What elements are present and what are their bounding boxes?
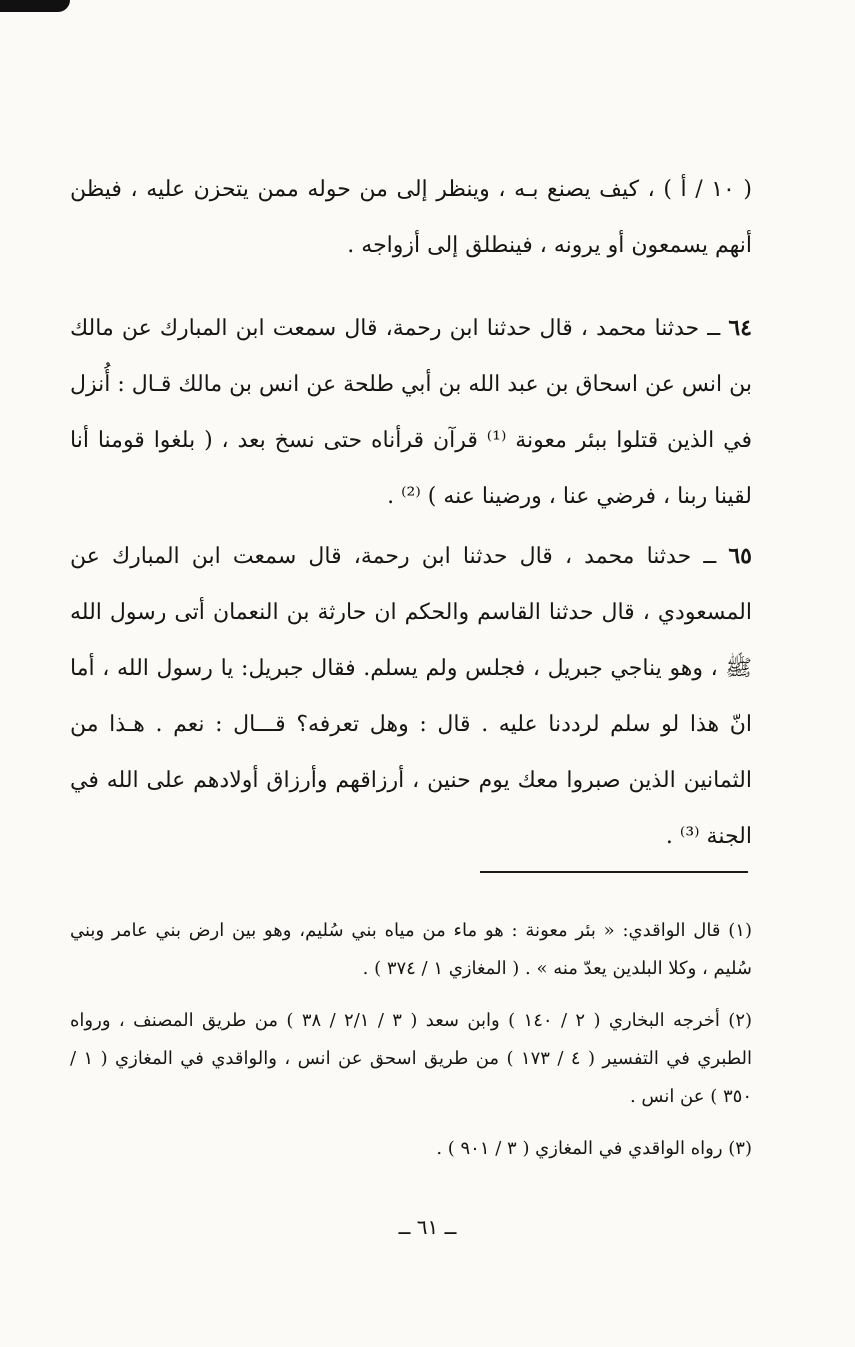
hadith-text: ــ حدثنا محمد ، قال حدثنا ابن رحمة، قال سمعت ابن المبارك عن مالك بن انس عن اسحاق بن عبد الله بن أبي طلحة عن انس بن مالك قـال : أُنزل في الذين قتلوا ببئر معونة ⁽¹⁾ قرآن قرأناه حتى نسخ بعد ، ( بلغوا قومنا أنا لقينا ربنا ، فرضي عنا ، ورضينا عنه ) ⁽²⁾ .: [70, 316, 752, 509]
footnote-divider: [480, 871, 748, 873]
page-number: ــ ٦١ ــ: [398, 1215, 457, 1239]
hadith-number: ٦٥: [728, 543, 752, 569]
hadith-64: [70, 300, 752, 525]
hadith-number: ٦٤: [728, 315, 752, 341]
hadith-text: ــ حدثنا محمد ، قال حدثنا ابن رحمة، قال سمعت ابن المبارك عن المسعودي ، قال حدثنا القاسم والحكم ان حارثة بن النعمان أتى رسول الله ﷺ ، وهو يناجي جبريل ، فجلس ولم يسلم. فقال جبريل: يا رسول الله ، أما انّ هذا لو سلم لرددنا عليه . قال : وهل تعرفه؟ قـــال : نعم . هـذا من الثمانين الذين صبروا معك يوم حنين ، أرزاقهم وأرزاق أولادهم على الله في الجنة ⁽³⁾ .: [70, 544, 752, 849]
footnote-3: (٣) رواه الواقدي في المغازي ( ٣ / ٩٠١ ) .: [436, 1138, 752, 1159]
paragraph-text: ( ١٠ / أ ) ، كيف يصنع بـه ، وينظر إلى من حوله ممن يتحزن عليه ، فيظن أنهم يسمعون أو يرونه ، فينطلق إلى أزواجه .: [70, 177, 753, 258]
footnote-2: (٢) أخرجه البخاري ( ٢ / ١٤٠ ) وابن سعد ( ٣ / ٢/١ / ٣٨ ) من طريق المصنف ، ورواه الطبري في التفسير ( ٤ / ١٧٣ ) من طريق اسحق عن انس ، والواقدي في المغازي ( ١ / ٣٥٠ ) عن انس .: [70, 1010, 753, 1107]
hadith-65: [70, 528, 752, 865]
scan-corner-mark: [0, 0, 70, 12]
footnote-1: (١) قال الواقدي: « بئر معونة : هو ماء من مياه بني سُليم، وهو بين ارض بني عامر وبني سُليم ، وكلا البلدين يعدّ منه » . ( المغازي ١ / ٣٧٤ ) .: [70, 920, 752, 979]
footnotes: [70, 912, 752, 1182]
continued-paragraph: [70, 162, 752, 274]
